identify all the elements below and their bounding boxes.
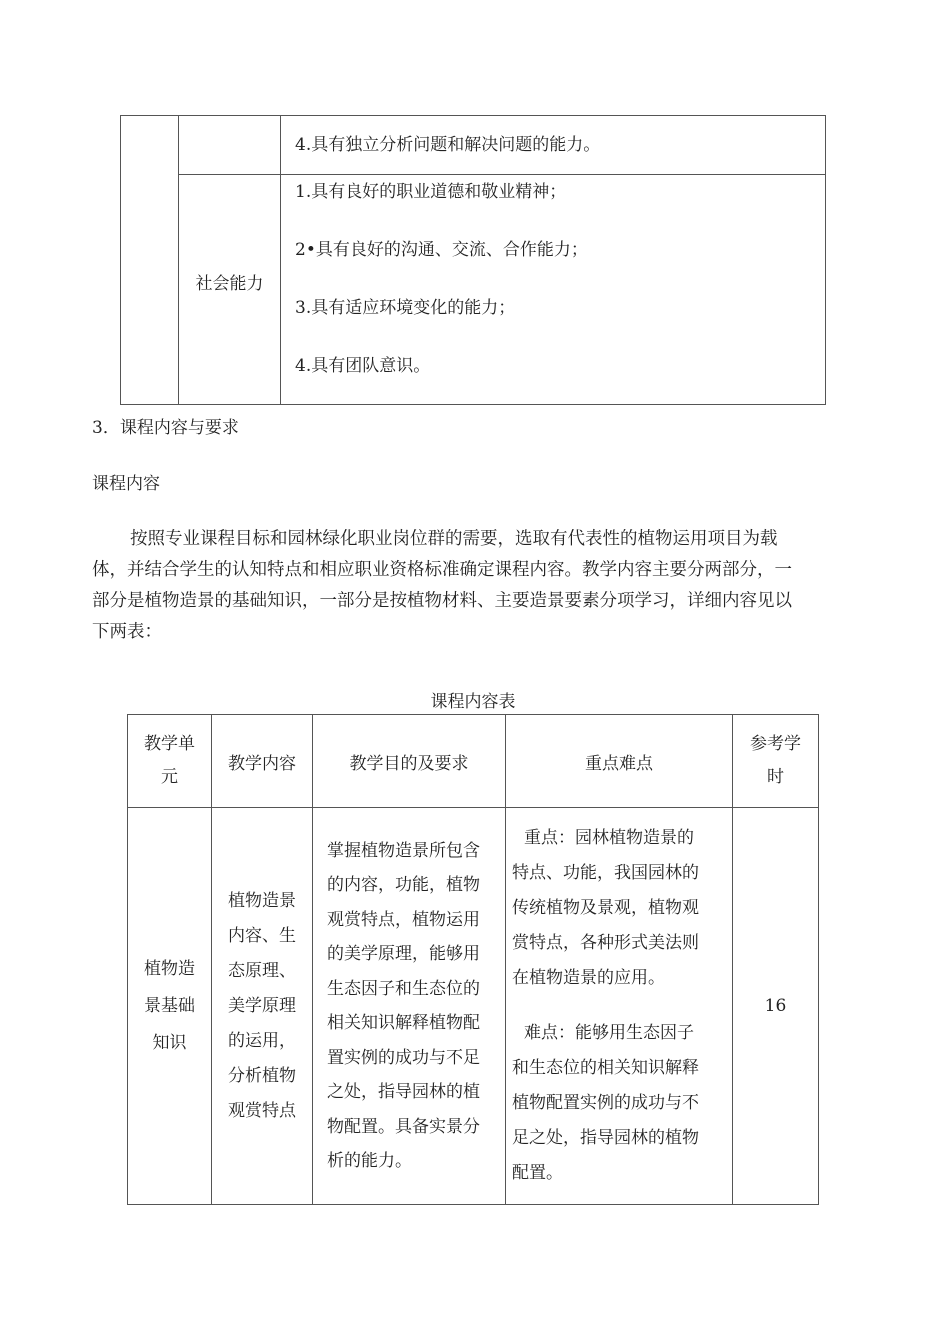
ability-item: 3.具有适应环境变化的能力； (295, 298, 516, 318)
paragraph-line: 体，并结合学生的认知特点和相应职业资格标准确定课程内容。教学内容主要分两部分，一 (92, 560, 792, 580)
section-heading: 3．课程内容与要求 (92, 418, 239, 438)
key-point-text: 重点：园林植物造景的 (524, 828, 694, 848)
ability-item: 2•具有良好的沟通、交流、合作能力； (295, 240, 588, 260)
header-hours: 参考学 时 (733, 715, 819, 808)
table-row (121, 116, 826, 175)
cell-key: 重点：园林植物造景的 特点、功能，我国园林的 传统植物及景观，植物观 赏特点，各种形式美法则 在植物造景的应用。 难点：能够用生态因子 和生态位的相关知识解释 植物配置实例的成功与不 足之处，指导园林的植物 配置。 (506, 808, 733, 1205)
empty-left-cell (121, 116, 179, 405)
header-content: 教学内容 (212, 715, 313, 808)
cell-content: 植物造景 内容、生 态原理、 美学原理 的运用， 分析植物 观赏特点 (212, 808, 313, 1205)
table-caption: 课程内容表 (430, 692, 516, 712)
table-row (128, 808, 819, 1205)
header-key: 重点难点 (506, 715, 733, 808)
ability-item: 4.具有独立分析问题和解决问题的能力。 (295, 135, 601, 155)
section-paragraph (92, 524, 862, 648)
table-row (121, 175, 826, 405)
ability-table (120, 115, 826, 405)
paragraph-line: 下两表： (92, 622, 162, 642)
category-label: 社会能力 (195, 274, 264, 294)
table-header-row (128, 715, 819, 808)
paragraph-line: 按照专业课程目标和园林绿化职业岗位群的需要，选取有代表性的植物运用项目为载 (130, 529, 778, 549)
paragraph-line: 部分是植物造景的基础知识，一部分是按植物材料、主要造景要素分项学习，详细内容见以 (92, 591, 792, 611)
difficulty-text: 难点：能够用生态因子 (524, 1023, 694, 1043)
items-cell (281, 175, 826, 405)
cell-unit: 植物造 景基础 知识 (128, 808, 212, 1205)
items-cell (281, 116, 826, 175)
category-cell (179, 116, 281, 175)
cell-goal: 掌握植物造景所包含 的内容，功能，植物 观赏特点，植物运用 的美学原理，能够用 生态因子和生态位的 相关知识解释植物配 置实例的成功与不足 之处，指导园林的植 物配置。具备实景分 析的能力。 (313, 808, 506, 1205)
section-subheading: 课程内容 (92, 474, 160, 494)
ability-item: 4.具有团队意识。 (295, 356, 431, 376)
course-table (127, 714, 819, 1205)
header-goal: 教学目的及要求 (313, 715, 506, 808)
ability-item: 1.具有良好的职业道德和敬业精神； (295, 182, 567, 202)
header-unit: 教学单 元 (128, 715, 212, 808)
category-cell (179, 175, 281, 405)
cell-hours: 16 (733, 808, 819, 1205)
